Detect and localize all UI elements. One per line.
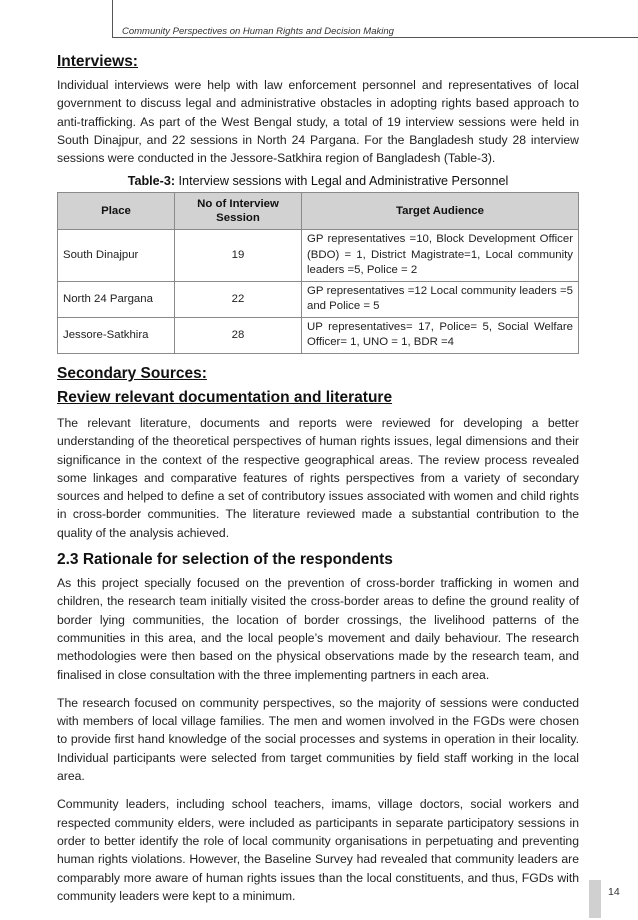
secondary-paragraph: The relevant literature, documents and reports were reviewed for developing a better understanding of the theoretical perspectives of human rights issues, legal dimensions and their significance in the context of the respective geographical areas. The review process revealed some linkages and comparative features of rights perspectives from a variety of secondary sources and helped to define a set of contributory issues associated with women and child rights in cross-border communities. The literature reviewed made a substantial contribution to the quality of the analysis achieved.: [57, 415, 579, 540]
cell-audience: UP representatives= 17, Police= 5, Social Welfare Officer= 1, UNO = 1, BDR =4: [302, 317, 579, 353]
header-rule: [112, 37, 638, 38]
cell-sessions: 28: [175, 317, 302, 353]
cell-audience: GP representatives =12 Local community leaders =5 and Police = 5: [302, 281, 579, 317]
running-header: Community Perspectives on Human Rights and Decision Making: [122, 26, 394, 37]
page-tab-marker: [589, 880, 601, 918]
secondary-sources-heading: Secondary Sources:: [57, 364, 207, 382]
rationale-heading: 2.3 Rationale for selection of the respondents: [57, 551, 393, 569]
header-place: Place: [58, 193, 175, 230]
rationale-paragraph-3: Community leaders, including school teachers, imams, village doctors, social workers and respected community elders, were included as participants in separate participatory sessions in order to better identify the role of local community organisations in perpetuating and preventing human rights violations. However, the Baseline Survey had revealed that community leaders are comparably more aware of human rights issues than the local constituents, and thus, FGDs with community leaders were kept to a minimum.: [57, 797, 579, 903]
literature-review-subheading: Review relevant documentation and literature: [57, 388, 393, 406]
table-row: [58, 281, 579, 317]
header-sessions: No of Interview Session: [175, 193, 302, 230]
table-caption-text: Interview sessions with Legal and Administrative Personnel: [175, 174, 509, 189]
rationale-paragraph-1: As this project specially focused on the prevention of cross-border trafficking in women and children, the research team initially visited the cross-border areas to define the ground reality of border lying communities, the location of border crossings, the livelihood patterns of the communities in this area, and the local people’s movement and daily behaviour. The research methodologies were then based on the physical observations made by the research team, and finalised in close consultation with the three implementing partners in each area.: [57, 576, 579, 682]
header-rule-vertical: [112, 0, 113, 38]
page-content: [57, 52, 579, 905]
table-row: [58, 317, 579, 353]
rationale-paragraph-2: The research focused on community perspectives, so the majority of sessions were conducted with members of local village families. The men and women involved in the FGDs were chosen to provide first hand knowledge of the social processes and systems in operation in their locality. Individual participants were selected from target communities by field staff working in the local area.: [57, 695, 579, 784]
interviews-paragraph: Individual interviews were help with law enforcement personnel and representatives of local government to discuss legal and administrative obstacles in adopting rights based approach to anti-trafficking. As part of the West Bengal study, a total of 19 interview sessions were held in South Dinajpur, and 22 sessions in North 24 Pargana. For the Bangladesh study 28 interview sessions were conducted in the Jessore-Satkhira region of Bangladesh (Table-3).: [57, 78, 579, 166]
interviews-heading: Interviews:: [57, 53, 138, 70]
cell-place: South Dinajpur: [58, 230, 175, 282]
cell-place: North 24 Pargana: [58, 281, 175, 317]
table-caption-label: Table-3:: [127, 174, 176, 189]
table-caption: [57, 174, 579, 188]
cell-sessions: 22: [175, 281, 302, 317]
cell-sessions: 19: [175, 230, 302, 282]
interview-sessions-table: [57, 192, 579, 354]
header-target-audience: Target Audience: [302, 193, 579, 230]
table-row: [58, 230, 579, 282]
page-number: 14: [608, 886, 620, 898]
cell-place: Jessore-Satkhira: [58, 317, 175, 353]
table-header-row: [58, 193, 579, 230]
cell-audience: GP representatives =10, Block Development Officer (BDO) = 1, District Magistrate=1, Local community leaders =5, Police = 2: [302, 230, 579, 282]
